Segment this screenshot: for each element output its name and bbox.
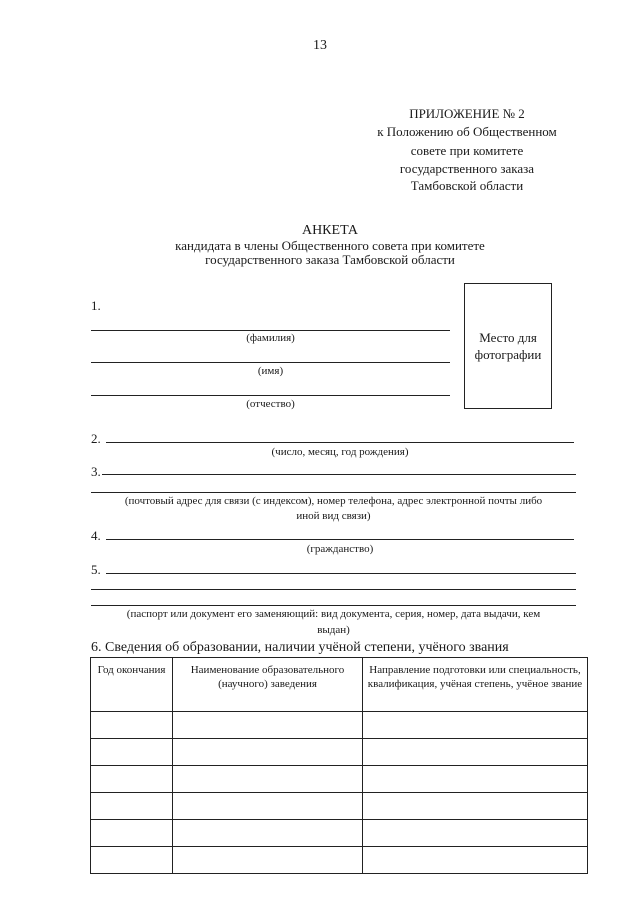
patronymic-caption: (отчество) [246, 398, 295, 410]
patronymic-field[interactable] [91, 395, 450, 396]
column-header-institution: Наименование образовательного (научного) заведения [173, 658, 363, 712]
column-header-specialty: Направление подготовки или специальность, квалификация, учёная степень, учёное звание [363, 658, 588, 712]
table-cell[interactable] [91, 847, 173, 874]
table-cell[interactable] [91, 739, 173, 766]
appendix-line: к Положению об Общественном [377, 124, 557, 139]
table-row [91, 820, 588, 847]
table-cell[interactable] [173, 766, 363, 793]
citizenship-field[interactable] [106, 539, 574, 540]
page-number: 13 [313, 38, 327, 53]
table-cell[interactable] [91, 712, 173, 739]
photo-label: Место для [479, 330, 537, 345]
surname-field[interactable] [91, 330, 450, 331]
passport-caption: (паспорт или документ его заменяющий: вид документа, серия, номер, дата выдачи, кем [126, 608, 541, 620]
photo-placeholder [464, 283, 552, 409]
table-cell[interactable] [173, 847, 363, 874]
item-number: 2. [91, 431, 101, 446]
table-cell[interactable] [91, 766, 173, 793]
passport-field-line-2[interactable] [91, 589, 576, 590]
photo-label: фотографии [474, 347, 542, 362]
appendix-line: Тамбовской области [410, 178, 524, 193]
item-number: 1. [91, 298, 101, 313]
address-field-line-2[interactable] [91, 492, 576, 493]
education-table [90, 657, 588, 874]
table-cell[interactable] [363, 712, 588, 739]
column-header-year: Год окончания [91, 658, 173, 712]
table-cell[interactable] [91, 820, 173, 847]
birthdate-field[interactable] [106, 442, 574, 443]
table-cell[interactable] [363, 793, 588, 820]
table-row [91, 793, 588, 820]
table-row [91, 712, 588, 739]
table-cell[interactable] [363, 847, 588, 874]
table-row [91, 766, 588, 793]
table-cell[interactable] [363, 739, 588, 766]
table-cell[interactable] [173, 739, 363, 766]
item-number: 4. [91, 528, 101, 543]
address-caption: иной вид связи) [296, 510, 371, 522]
form-subtitle: кандидата в члены Общественного совета при комитете [175, 238, 485, 253]
education-heading: 6. Сведения об образовании, наличии учёной степени, учёного звания [91, 640, 509, 655]
table-cell[interactable] [363, 820, 588, 847]
table-cell[interactable] [91, 793, 173, 820]
item-number: 3. [91, 464, 101, 479]
passport-field[interactable] [106, 573, 576, 574]
table-row [91, 847, 588, 874]
appendix-line: совете при комитете [410, 143, 524, 158]
table-cell[interactable] [173, 820, 363, 847]
passport-field-line-3[interactable] [91, 605, 576, 606]
table-cell[interactable] [173, 712, 363, 739]
table-cell[interactable] [173, 793, 363, 820]
appendix-title: ПРИЛОЖЕНИЕ № 2 [409, 106, 525, 121]
name-field[interactable] [91, 362, 450, 363]
table-row [91, 739, 588, 766]
citizenship-caption: (гражданство) [306, 543, 374, 555]
item-number: 5. [91, 562, 101, 577]
birthdate-caption: (число, месяц, год рождения) [271, 446, 409, 458]
passport-caption: выдан) [317, 624, 350, 636]
appendix-line: государственного заказа [399, 161, 535, 176]
name-caption: (имя) [257, 365, 284, 377]
address-field[interactable] [102, 474, 576, 475]
surname-caption: (фамилия) [246, 332, 295, 344]
table-cell[interactable] [363, 766, 588, 793]
form-heading: АНКЕТА [301, 223, 359, 238]
form-subtitle: государственного заказа Тамбовской области [205, 252, 455, 267]
address-caption: (почтовый адрес для связи (с индексом), номер телефона, адрес электронной почты либо [124, 495, 543, 507]
